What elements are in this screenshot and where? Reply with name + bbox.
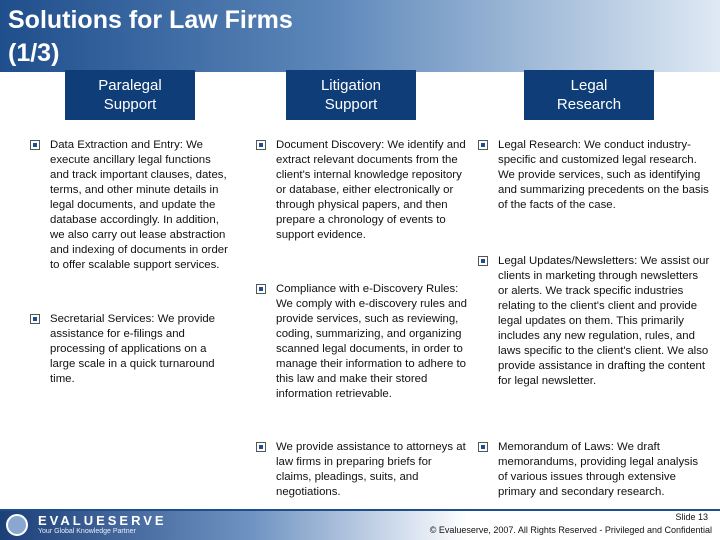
bullet-memorandum [478,440,710,500]
bullet-text: Memorandum of Laws: We draft memorandums, providing legal analysis of various issues through extensive primary and secondary research. [498,441,699,498]
column-heading-research [524,70,654,120]
bullet-text: Secretarial Services: We provide assistance for e-filings and processing of applications on a large scale in a quick turnaround time. [50,313,216,385]
bullet-document-discovery [256,138,468,243]
bullet-box-icon [478,442,488,452]
bullet-text: Data Extraction and Entry: We execute ancillary legal functions and track important clauses, dates, terms, and other minute details in legal documents, and update the database accordingly. In addition, we also carry out lease abstraction and indexing of documents in order to offer scalable support services. [50,139,228,271]
bullet-ediscovery [256,282,468,402]
bullet-box-icon [256,140,266,150]
column-heading-litigation [286,70,416,120]
bullet-data-extraction [30,138,230,273]
bullet-box-icon [256,284,266,294]
bullet-box-icon [478,256,488,266]
logo-wordmark: EVALUESERVE [38,513,167,528]
heading-line: Paralegal [98,77,162,94]
heading-line: Litigation [320,77,382,94]
heading-line: Support [324,96,378,113]
logo-seal-icon [6,514,28,536]
slide-number: Slide 13 [675,512,708,522]
bullet-box-icon [478,140,488,150]
bullet-legal-research [478,138,710,213]
logo-tagline: Your Global Knowledge Partner [38,528,136,535]
heading-line: Support [103,96,157,113]
title-banner [0,0,720,72]
page-title-line-2: (1/3) [8,39,60,67]
bullet-text: Compliance with e-Discovery Rules: We comply with e-discovery rules and provide services, such as reviewing, coding, summarizing, and organizing scanned legal documents, in order to manage their information to adhere to this law and make their stored information retrievable. [276,283,467,400]
heading-line: Legal [570,77,608,94]
page-title [8,4,293,70]
bullet-attorney-assistance [256,440,468,500]
page-title-line-1: Solutions for Law Firms [8,6,293,34]
copyright-notice: © Evalueserve, 2007. All Rights Reserved - Privileged and Confidential [429,525,712,535]
bullet-text: Document Discovery: We identify and extract relevant documents from the client's internal knowledge repository or database, either electronically or through physical papers, and then prepare a chronology of events to support evidence. [276,139,466,241]
bullet-text: Legal Research: We conduct industry-specific and customized legal research. We provide services, such as identifying and summarizing precedents on the basis of the facts of the case. [498,139,709,211]
bullet-secretarial [30,312,230,387]
bullet-box-icon [30,314,40,324]
bullet-text: Legal Updates/Newsletters: We assist our clients in marketing through newsletters or alerts. We track specific industries relating to the client's client and provide legal updates on them. This primarily includes any new regulation, rules, and laws specific to the client's client. We also provide assistance in drafting the content for legal newsletter. [498,255,710,387]
bullet-legal-updates [478,254,710,389]
heading-line: Research [556,96,622,113]
bullet-text: We provide assistance to attorneys at law firms in preparing briefs for claims, pleadings, suits, and negotiations. [276,441,466,498]
bullet-box-icon [256,442,266,452]
bullet-box-icon [30,140,40,150]
column-heading-paralegal [65,70,195,120]
